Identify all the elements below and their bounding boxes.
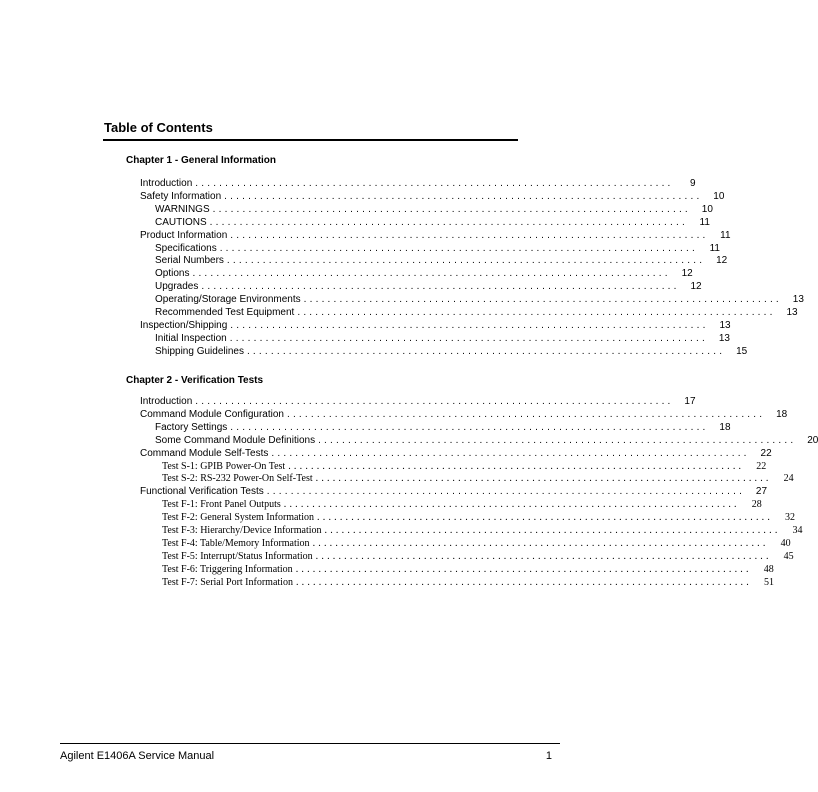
toc-entry-page: 32: [785, 512, 796, 524]
toc-entry[interactable]: [140, 176, 696, 189]
toc-entry-title: WARNINGS: [155, 203, 210, 215]
toc-entry-page: 51: [763, 576, 774, 588]
toc-entry[interactable]: [155, 241, 720, 254]
dot-leader: ................................................................................: [212, 203, 691, 215]
dot-leader: ................................................................................: [295, 563, 752, 575]
dot-leader: ................................................................................: [209, 216, 688, 228]
toc-entry-title: Introduction: [140, 396, 193, 407]
toc-entry-page: 24: [783, 473, 794, 485]
toc-entry-page: 18: [719, 421, 731, 433]
toc-entry[interactable]: [140, 407, 788, 420]
dot-leader: ................................................................................: [315, 473, 772, 485]
toc-entry-page: 20: [807, 434, 818, 446]
toc-entry-page: 48: [763, 563, 774, 575]
toc-entry[interactable]: [140, 484, 768, 498]
toc-entry[interactable]: [155, 279, 702, 293]
toc-entry-page: 45: [783, 550, 794, 562]
toc-entry-title: Test S-1: GPIB Power-On Test: [162, 460, 286, 472]
toc-entry-page: 12: [690, 281, 702, 293]
toc-entry-page: 11: [709, 242, 720, 254]
toc-entry[interactable]: [162, 549, 794, 562]
toc-entry[interactable]: [162, 562, 774, 575]
toc-entry-page: 22: [756, 460, 767, 472]
toc-entry-title: Inspection/Shipping: [140, 319, 228, 331]
title-rule: [103, 139, 518, 141]
toc-entry-title: Safety Information: [140, 190, 222, 202]
toc-entry-title: Test F-2: General System Information: [162, 512, 315, 524]
toc-entry-page: 34: [792, 525, 803, 536]
chapter-heading: Chapter 1 - General Information: [126, 155, 277, 166]
toc-entry[interactable]: [155, 420, 731, 433]
toc-entry[interactable]: [155, 202, 713, 215]
toc-entry[interactable]: [162, 536, 791, 549]
toc-entry[interactable]: [162, 575, 774, 588]
toc-entry-title: Specifications: [155, 242, 217, 254]
dot-leader: ................................................................................: [315, 550, 772, 562]
dot-leader: ................................................................................: [303, 294, 782, 306]
toc-entry[interactable]: [140, 446, 772, 459]
dot-leader: ................................................................................: [271, 447, 750, 459]
toc-entry-page: 28: [751, 499, 762, 511]
dot-leader: ................................................................................: [226, 255, 706, 267]
toc-entry[interactable]: [162, 510, 796, 524]
toc-entry[interactable]: [155, 266, 693, 280]
toc-entry[interactable]: [155, 433, 818, 446]
toc-entry-page: 13: [792, 294, 804, 306]
toc-entry-page: 22: [760, 447, 772, 459]
toc-title: Table of Contents: [104, 120, 213, 135]
dot-leader: ................................................................................: [246, 345, 726, 357]
dot-leader: ................................................................................: [324, 525, 781, 536]
toc-entry-page: 13: [786, 307, 798, 318]
dot-leader: ................................................................................: [283, 499, 740, 511]
toc-entry-title: Options: [155, 268, 190, 280]
toc-entry-page: 15: [736, 345, 748, 357]
toc-entry-title: Shipping Guidelines: [155, 345, 244, 357]
toc-entry[interactable]: [162, 523, 803, 536]
toc-entry-title: Test S-2: RS-232 Power-On Self-Test: [162, 473, 313, 485]
toc-entry[interactable]: [162, 459, 767, 472]
toc-entry[interactable]: [140, 318, 731, 331]
toc-entry[interactable]: [162, 471, 794, 485]
dot-leader: ................................................................................: [286, 408, 766, 420]
dot-leader: ................................................................................: [219, 242, 698, 254]
dot-leader: ................................................................................: [317, 512, 774, 524]
toc-entry-title: Test F-7: Serial Port Information: [162, 576, 293, 588]
toc-entry-title: Product Information: [140, 229, 228, 241]
toc-entry-page: 12: [681, 268, 693, 280]
toc-entry-title: Some Command Module Definitions: [155, 434, 316, 446]
toc-entry[interactable]: [140, 394, 696, 407]
toc-entry[interactable]: [155, 305, 798, 318]
toc-entry[interactable]: [162, 497, 762, 511]
footer-rule: [60, 743, 560, 744]
dot-leader: ................................................................................: [295, 576, 752, 588]
toc-entry[interactable]: [140, 189, 725, 202]
toc-entry-page: 10: [713, 190, 725, 202]
toc-entry-title: Initial Inspection: [155, 332, 227, 344]
toc-entry-page: 10: [701, 203, 713, 215]
footer-manual-title: Agilent E1406A Service Manual: [60, 750, 215, 762]
dot-leader: ................................................................................: [192, 268, 671, 280]
dot-leader: ................................................................................: [297, 307, 776, 318]
dot-leader: ................................................................................: [230, 421, 709, 433]
dot-leader: ................................................................................: [201, 281, 680, 293]
toc-entry-title: Introduction: [140, 178, 193, 189]
toc-entry-page: 17: [684, 396, 696, 407]
chapter-heading: Chapter 2 - Verification Tests: [126, 375, 264, 386]
toc-entry-page: 27: [755, 486, 768, 498]
toc-entry-page: 18: [776, 408, 788, 420]
toc-entry[interactable]: [155, 253, 728, 267]
toc-entry[interactable]: [155, 215, 710, 228]
footer-page-number: 1: [545, 750, 552, 762]
dot-leader: ................................................................................: [229, 332, 708, 344]
toc-entry[interactable]: [140, 228, 731, 241]
toc-entry[interactable]: [155, 292, 804, 306]
dot-leader: ................................................................................: [318, 434, 797, 446]
dot-leader: ................................................................................: [266, 486, 746, 498]
toc-entry-title: Command Module Configuration: [140, 408, 284, 420]
toc-entry-title: Test F-1: Front Panel Outputs: [162, 499, 281, 511]
toc-entry-page: 13: [719, 319, 731, 331]
toc-entry-page: 11: [699, 216, 710, 228]
dot-leader: ................................................................................: [195, 178, 674, 189]
toc-entry-page: 12: [716, 255, 728, 267]
dot-leader: ................................................................................: [312, 537, 769, 549]
toc-entry-title: CAUTIONS: [155, 216, 207, 228]
toc-entry-title: Test F-3: Hierarchy/Device Information: [162, 525, 322, 536]
toc-entry-title: Command Module Self-Tests: [140, 447, 269, 459]
toc-entry-page: 13: [718, 332, 730, 344]
toc-entry-title: Test F-4: Table/Memory Information: [162, 537, 310, 549]
toc-entry-title: Functional Verification Tests: [140, 486, 264, 498]
dot-leader: ................................................................................: [230, 229, 709, 241]
dot-leader: ................................................................................: [230, 319, 709, 331]
toc-entry-title: Test F-6: Triggering Information: [162, 563, 293, 575]
toc-entry-title: Operating/Storage Environments: [155, 294, 301, 306]
toc-entry-title: Upgrades: [155, 281, 199, 293]
dot-leader: ................................................................................: [224, 190, 703, 202]
toc-entry-page: 9: [689, 178, 696, 189]
toc-entry[interactable]: [155, 344, 748, 357]
toc-entry-title: Test F-5: Interrupt/Status Information: [162, 550, 313, 562]
toc-entry-page: 40: [780, 537, 791, 549]
dot-leader: ................................................................................: [288, 460, 745, 472]
toc-entry-page: 11: [720, 229, 731, 241]
toc-entry-title: Recommended Test Equipment: [155, 307, 295, 318]
toc-entry-title: Serial Numbers: [155, 255, 224, 267]
dot-leader: ................................................................................: [195, 396, 674, 407]
toc-entry[interactable]: [155, 331, 730, 344]
toc-entry-title: Factory Settings: [155, 421, 228, 433]
